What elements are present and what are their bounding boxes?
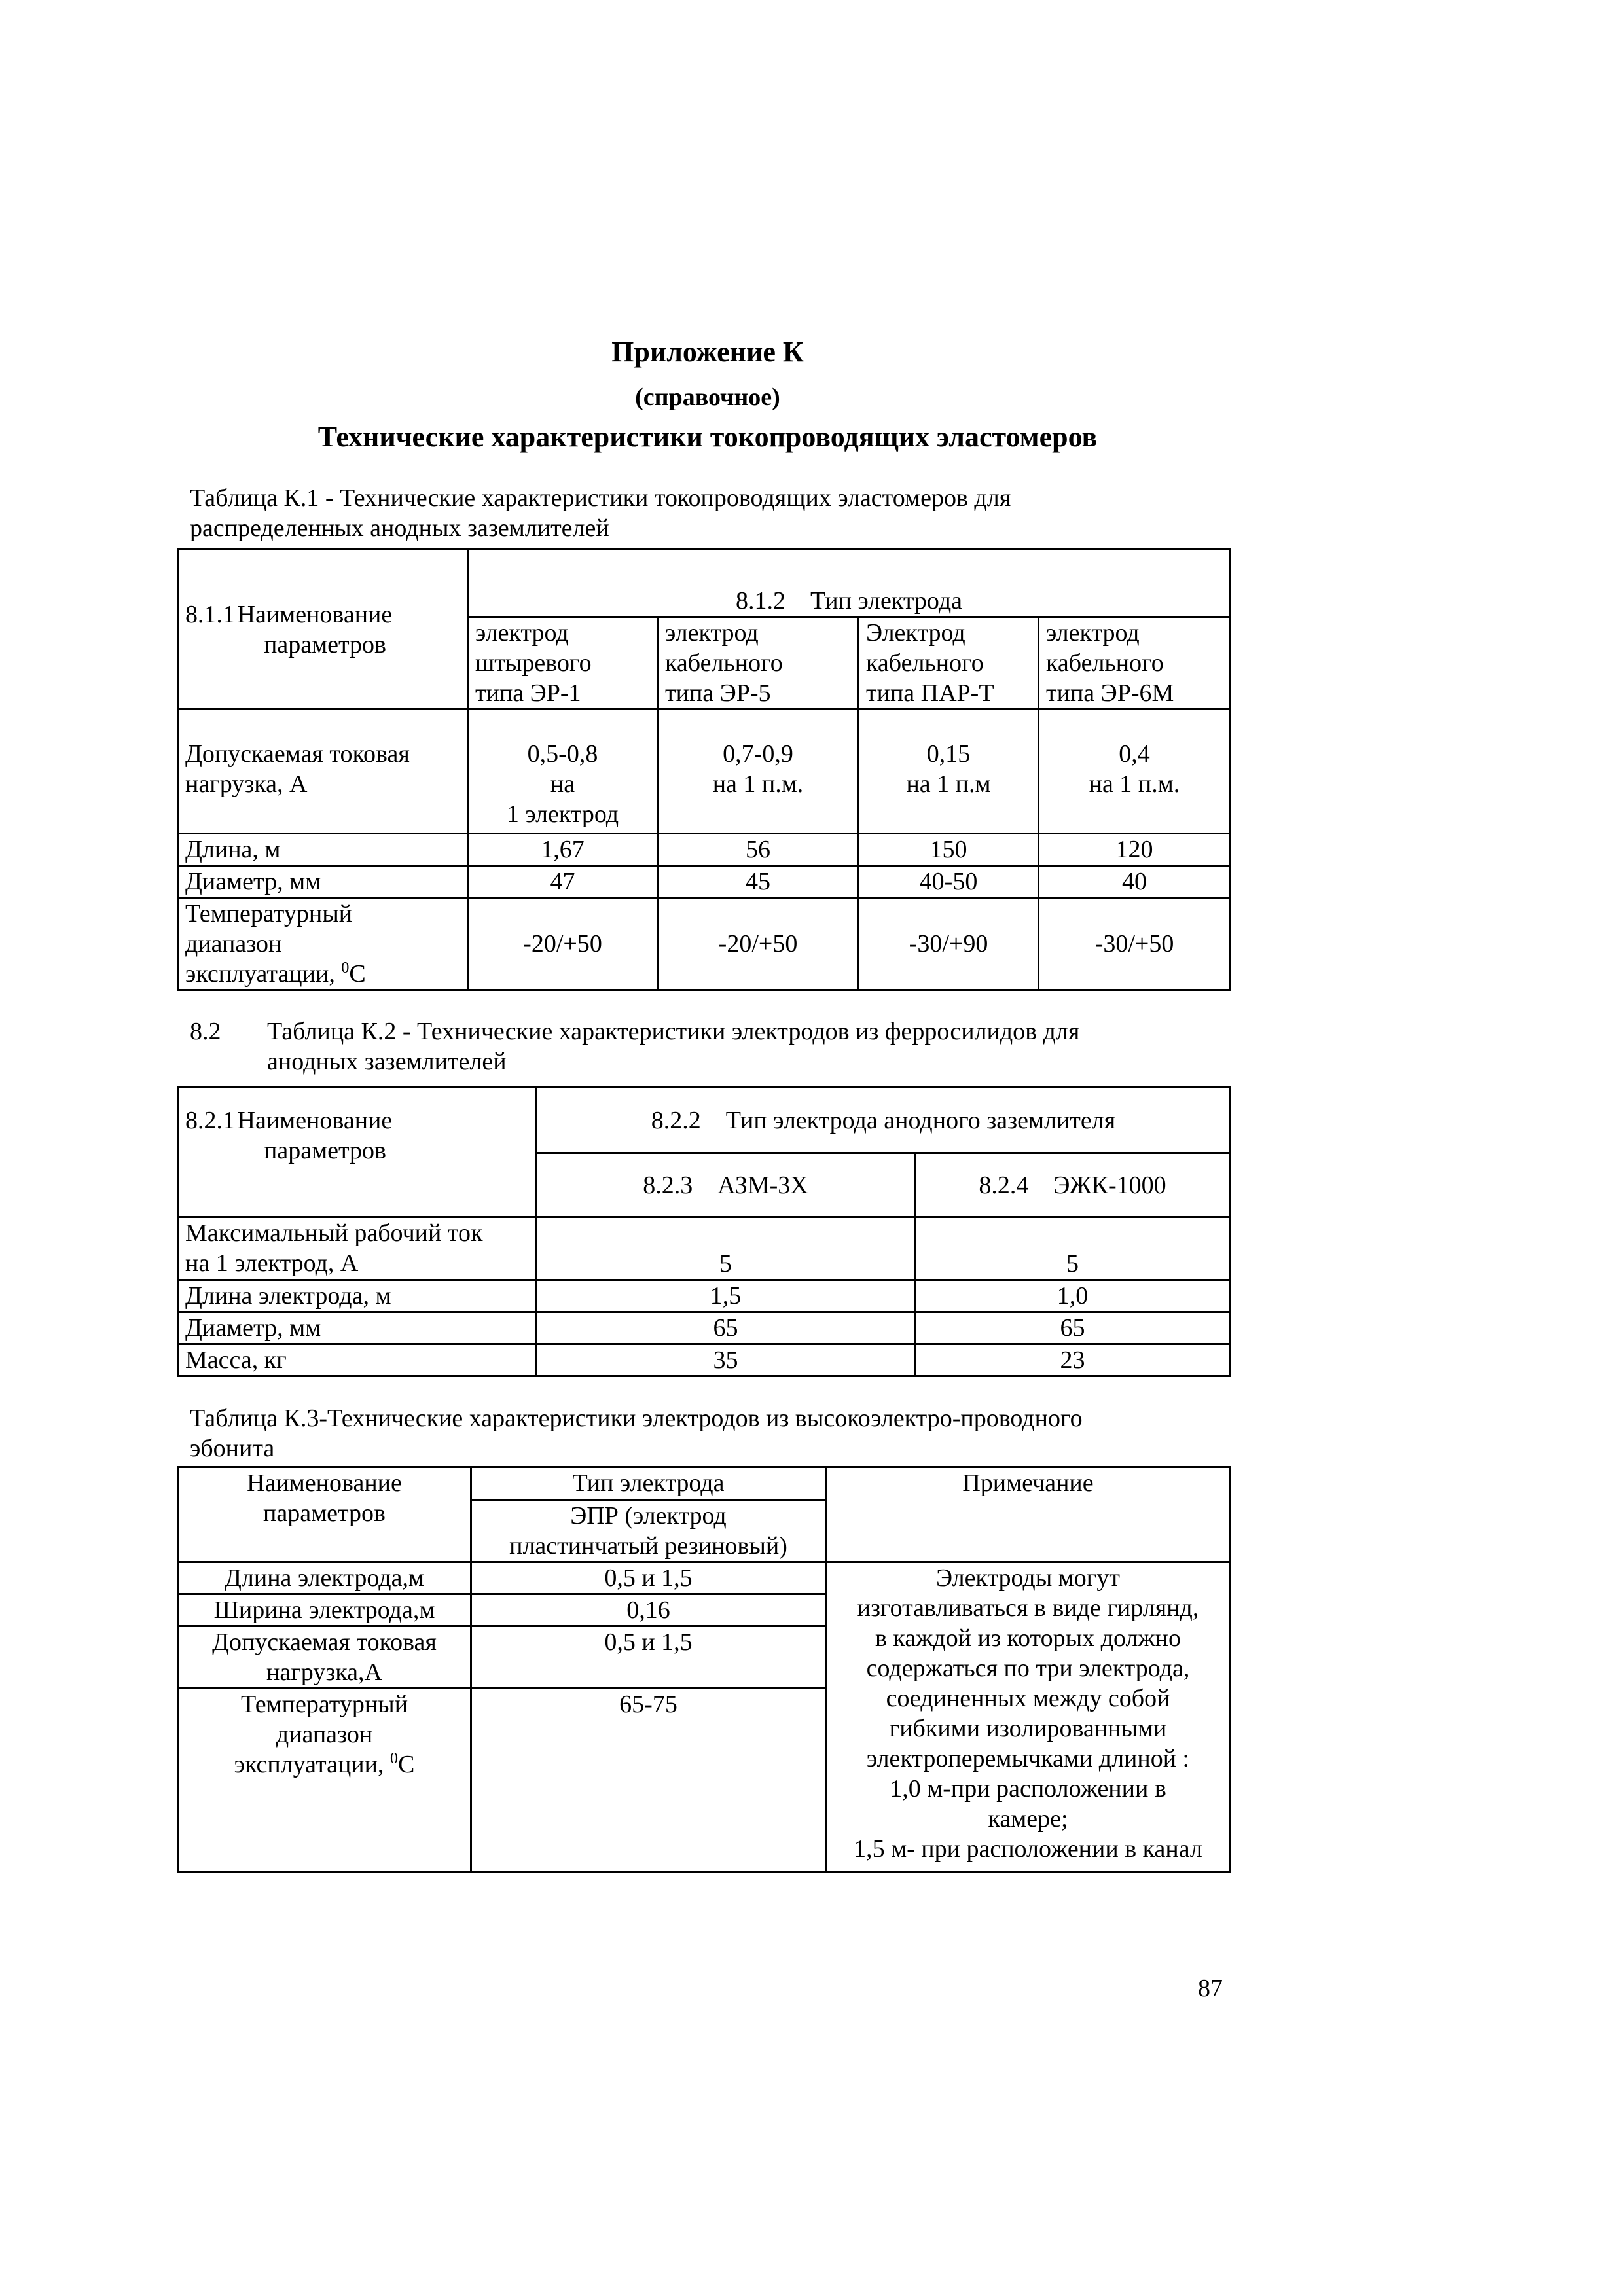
table2	[177, 1086, 1231, 1377]
electrode-type-header: 8.1.2 Тип электрода	[468, 550, 1231, 617]
table1-caption: Таблица К.1 - Технические характеристики токопроводящих эластомеров для распределенных анодных заземлителей	[190, 484, 1011, 542]
electrode-epr-header: ЭПР (электрод пластинчатый резиновый)	[471, 1500, 826, 1562]
table-row: Допускаемая токовая нагрузка,А 0,5 и 1,5	[178, 1626, 1231, 1689]
table-row: Ширина электрода,м 0,16	[178, 1594, 1231, 1626]
table-row: Длина электрода,м 0,5 и 1,5 Электроды могут изготавливаться в виде гирлянд, в каждой из которых должно содержаться по три электрода, соединенных между собой гибкими изолированными электроперемычками длиной : 1,0 м-при расположении в камере; 1,5 м- при расположении в канал	[178, 1562, 1231, 1594]
electrode-type-header: 8.2.2 Тип электрода анодного заземлителя	[537, 1088, 1231, 1153]
table-row: Длина, м 1,67 56 150 120	[178, 834, 1231, 866]
table2-caption: 8.2 Таблица К.2 - Технические характеристики электродов из ферросилидов для анодных заземлителей	[190, 1018, 1080, 1075]
table3	[177, 1466, 1231, 1873]
table-row: Температурный диапазон эксплуатации, $^0$С 65-75	[178, 1689, 1231, 1872]
table-row: Масса, кг 35 23	[178, 1344, 1231, 1376]
table-row: Диаметр, мм 47 45 40-50 40	[178, 866, 1231, 898]
electrode-er5-header: электрод кабельного типа ЭР-5	[658, 617, 859, 709]
table-row: Диаметр, мм 65 65	[178, 1312, 1231, 1344]
electrode-part-header: Электрод кабельного типа ПАР-Т	[859, 617, 1039, 709]
note-cell: Электроды могут изготавливаться в виде гирлянд, в каждой из которых должно содержаться по три электрода, соединенных между собой гибкими изолированными электроперемычками длиной : 1,0 м-при расположении в камере; 1,5 м- при расположении в канал	[826, 1562, 1231, 1872]
electrode-er6m-header: электрод кабельного типа ЭР-6М	[1039, 617, 1231, 709]
appendix-main-title: Технические характеристики токопроводящих эластомеров	[317, 421, 1098, 453]
table-row: Температурный диапазон эксплуатации, $^0$С -20/+50 -20/+50 -30/+90 -30/+50	[178, 898, 1231, 990]
electrode-type-header: Тип электрода	[471, 1467, 826, 1500]
param-header: Наименование параметров	[178, 1467, 471, 1562]
electrode-azm-header: 8.2.3 АЗМ-3Х	[537, 1153, 915, 1217]
appendix-title: Приложение К	[611, 336, 804, 368]
page-number: 87	[1198, 1975, 1223, 2002]
electrode-ezhk-header: 8.2.4 ЭЖК-1000	[915, 1153, 1231, 1217]
param-header: 8.2.1 Наименование параметров	[178, 1088, 537, 1217]
param-header: 8.1.1 Наименование параметров	[178, 550, 468, 709]
note-header: Примечание	[826, 1467, 1231, 1562]
electrode-er1-header: электрод штыревого типа ЭР-1	[468, 617, 658, 709]
appendix-subtitle: (справочное)	[635, 384, 780, 411]
table3-caption: Таблица К.3-Технические характеристики электродов из высокоэлектро-проводного эбонита	[190, 1405, 1083, 1462]
table-row: Длина электрода, м 1,5 1,0	[178, 1280, 1231, 1312]
table-row: Максимальный рабочий ток на 1 электрод, А 5 5	[178, 1217, 1231, 1280]
table1	[177, 548, 1231, 991]
table-row: Допускаемая токовая нагрузка, А 0,5-0,8 на 1 электрод 0,7-0,9 на 1 п.м. 0,15 на 1 п.м 0,4 на 1 п.м.	[178, 709, 1231, 834]
